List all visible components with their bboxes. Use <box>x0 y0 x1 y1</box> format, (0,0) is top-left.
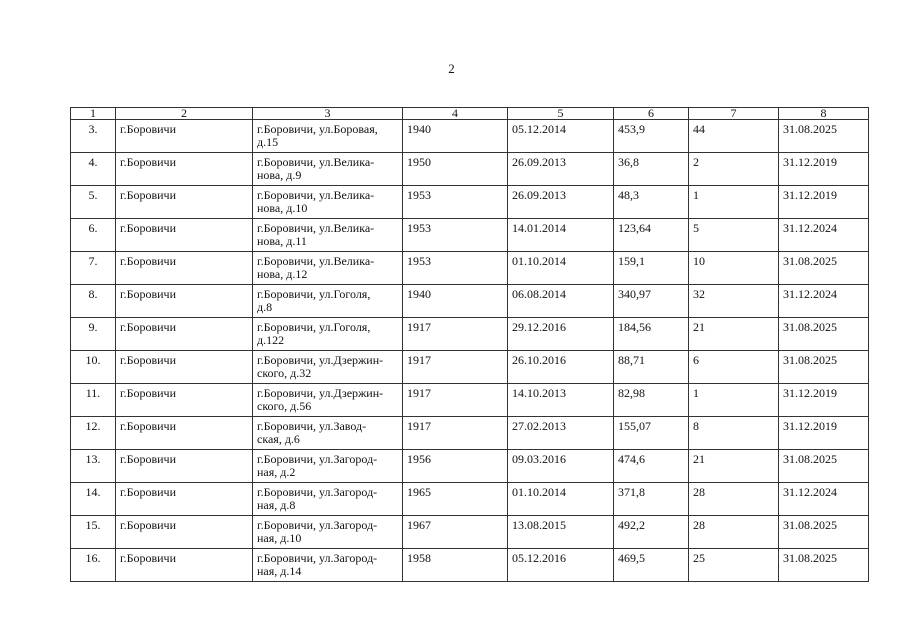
count-cell: 6 <box>689 351 779 384</box>
row-number: 10. <box>71 351 116 384</box>
table-row <box>71 417 869 450</box>
year-cell: 1965 <box>403 483 508 516</box>
year-cell: 1967 <box>403 516 508 549</box>
row-number: 4. <box>71 153 116 186</box>
settlement-cell: г.Боровичи <box>116 417 253 450</box>
count-cell: 25 <box>689 549 779 582</box>
settlement-cell: г.Боровичи <box>116 318 253 351</box>
date-cell: 14.10.2013 <box>508 384 614 417</box>
count-cell: 21 <box>689 318 779 351</box>
header-row <box>71 108 869 120</box>
settlement-cell: г.Боровичи <box>116 351 253 384</box>
table-row <box>71 549 869 582</box>
row-number: 3. <box>71 120 116 153</box>
date-cell: 05.12.2016 <box>508 549 614 582</box>
settlement-cell: г.Боровичи <box>116 549 253 582</box>
count-cell: 2 <box>689 153 779 186</box>
area-cell: 453,9 <box>614 120 689 153</box>
deadline-cell: 31.12.2024 <box>779 285 869 318</box>
deadline-cell: 31.12.2019 <box>779 417 869 450</box>
count-cell: 1 <box>689 186 779 219</box>
settlement-cell: г.Боровичи <box>116 384 253 417</box>
row-number: 14. <box>71 483 116 516</box>
table-row <box>71 252 869 285</box>
table-row <box>71 120 869 153</box>
table-row <box>71 186 869 219</box>
settlement-cell: г.Боровичи <box>116 153 253 186</box>
address-cell: г.Боровичи, ул.Велика- нова, д.9 <box>253 153 403 186</box>
deadline-cell: 31.08.2025 <box>779 318 869 351</box>
table-row <box>71 285 869 318</box>
area-cell: 159,1 <box>614 252 689 285</box>
count-cell: 32 <box>689 285 779 318</box>
table-row <box>71 153 869 186</box>
date-cell: 14.01.2014 <box>508 219 614 252</box>
date-cell: 26.09.2013 <box>508 186 614 219</box>
year-cell: 1940 <box>403 120 508 153</box>
date-cell: 09.03.2016 <box>508 450 614 483</box>
address-cell: г.Боровичи, ул.Загород- ная, д.14 <box>253 549 403 582</box>
count-cell: 44 <box>689 120 779 153</box>
address-cell: г.Боровичи, ул.Гоголя, д.122 <box>253 318 403 351</box>
address-cell: г.Боровичи, ул.Велика- нова, д.10 <box>253 186 403 219</box>
deadline-cell: 31.12.2019 <box>779 186 869 219</box>
address-cell: г.Боровичи, ул.Загород- ная, д.8 <box>253 483 403 516</box>
area-cell: 469,5 <box>614 549 689 582</box>
column-header: 8 <box>779 108 869 120</box>
count-cell: 28 <box>689 483 779 516</box>
table-row <box>71 384 869 417</box>
table-row <box>71 516 869 549</box>
address-cell: г.Боровичи, ул.Загород- ная, д.2 <box>253 450 403 483</box>
area-cell: 155,07 <box>614 417 689 450</box>
column-header: 7 <box>689 108 779 120</box>
date-cell: 27.02.2013 <box>508 417 614 450</box>
area-cell: 184,56 <box>614 318 689 351</box>
date-cell: 13.08.2015 <box>508 516 614 549</box>
row-number: 13. <box>71 450 116 483</box>
date-cell: 26.09.2013 <box>508 153 614 186</box>
column-header: 3 <box>253 108 403 120</box>
table-row <box>71 450 869 483</box>
deadline-cell: 31.08.2025 <box>779 120 869 153</box>
table-row <box>71 318 869 351</box>
date-cell: 05.12.2014 <box>508 120 614 153</box>
address-cell: г.Боровичи, ул.Велика- нова, д.11 <box>253 219 403 252</box>
column-header: 5 <box>508 108 614 120</box>
address-cell: г.Боровичи, ул.Гоголя, д.8 <box>253 285 403 318</box>
address-cell: г.Боровичи, ул.Дзержин- ского, д.32 <box>253 351 403 384</box>
area-cell: 340,97 <box>614 285 689 318</box>
settlement-cell: г.Боровичи <box>116 450 253 483</box>
count-cell: 21 <box>689 450 779 483</box>
settlement-cell: г.Боровичи <box>116 516 253 549</box>
area-cell: 88,71 <box>614 351 689 384</box>
date-cell: 01.10.2014 <box>508 252 614 285</box>
count-cell: 10 <box>689 252 779 285</box>
date-cell: 01.10.2014 <box>508 483 614 516</box>
year-cell: 1917 <box>403 384 508 417</box>
year-cell: 1917 <box>403 351 508 384</box>
date-cell: 06.08.2014 <box>508 285 614 318</box>
deadline-cell: 31.12.2019 <box>779 384 869 417</box>
deadline-cell: 31.08.2025 <box>779 516 869 549</box>
column-header: 1 <box>71 108 116 120</box>
year-cell: 1956 <box>403 450 508 483</box>
column-header: 4 <box>403 108 508 120</box>
area-cell: 82,98 <box>614 384 689 417</box>
housing-registry-table <box>70 107 869 582</box>
column-header: 2 <box>116 108 253 120</box>
row-number: 5. <box>71 186 116 219</box>
row-number: 7. <box>71 252 116 285</box>
column-header: 6 <box>614 108 689 120</box>
row-number: 16. <box>71 549 116 582</box>
row-number: 8. <box>71 285 116 318</box>
deadline-cell: 31.08.2025 <box>779 450 869 483</box>
year-cell: 1950 <box>403 153 508 186</box>
year-cell: 1953 <box>403 219 508 252</box>
year-cell: 1953 <box>403 252 508 285</box>
settlement-cell: г.Боровичи <box>116 483 253 516</box>
row-number: 15. <box>71 516 116 549</box>
year-cell: 1940 <box>403 285 508 318</box>
year-cell: 1917 <box>403 417 508 450</box>
page-number: 2 <box>448 61 455 76</box>
count-cell: 1 <box>689 384 779 417</box>
count-cell: 5 <box>689 219 779 252</box>
deadline-cell: 31.08.2025 <box>779 252 869 285</box>
area-cell: 48,3 <box>614 186 689 219</box>
address-cell: г.Боровичи, ул.Дзержин- ского, д.56 <box>253 384 403 417</box>
address-cell: г.Боровичи, ул.Загород- ная, д.10 <box>253 516 403 549</box>
year-cell: 1917 <box>403 318 508 351</box>
area-cell: 492,2 <box>614 516 689 549</box>
address-cell: г.Боровичи, ул.Велика- нова, д.12 <box>253 252 403 285</box>
deadline-cell: 31.08.2025 <box>779 549 869 582</box>
address-cell: г.Боровичи, ул.Боровая, д.15 <box>253 120 403 153</box>
address-cell: г.Боровичи, ул.Завод- ская, д.6 <box>253 417 403 450</box>
settlement-cell: г.Боровичи <box>116 120 253 153</box>
area-cell: 123,64 <box>614 219 689 252</box>
area-cell: 474,6 <box>614 450 689 483</box>
date-cell: 26.10.2016 <box>508 351 614 384</box>
row-number: 9. <box>71 318 116 351</box>
count-cell: 28 <box>689 516 779 549</box>
deadline-cell: 31.08.2025 <box>779 351 869 384</box>
settlement-cell: г.Боровичи <box>116 285 253 318</box>
settlement-cell: г.Боровичи <box>116 252 253 285</box>
table-row <box>71 483 869 516</box>
settlement-cell: г.Боровичи <box>116 219 253 252</box>
table-row <box>71 219 869 252</box>
table-row <box>71 351 869 384</box>
row-number: 11. <box>71 384 116 417</box>
deadline-cell: 31.12.2019 <box>779 153 869 186</box>
row-number: 12. <box>71 417 116 450</box>
count-cell: 8 <box>689 417 779 450</box>
area-cell: 36,8 <box>614 153 689 186</box>
date-cell: 29.12.2016 <box>508 318 614 351</box>
row-number: 6. <box>71 219 116 252</box>
area-cell: 371,8 <box>614 483 689 516</box>
settlement-cell: г.Боровичи <box>116 186 253 219</box>
deadline-cell: 31.12.2024 <box>779 219 869 252</box>
deadline-cell: 31.12.2024 <box>779 483 869 516</box>
year-cell: 1953 <box>403 186 508 219</box>
year-cell: 1958 <box>403 549 508 582</box>
